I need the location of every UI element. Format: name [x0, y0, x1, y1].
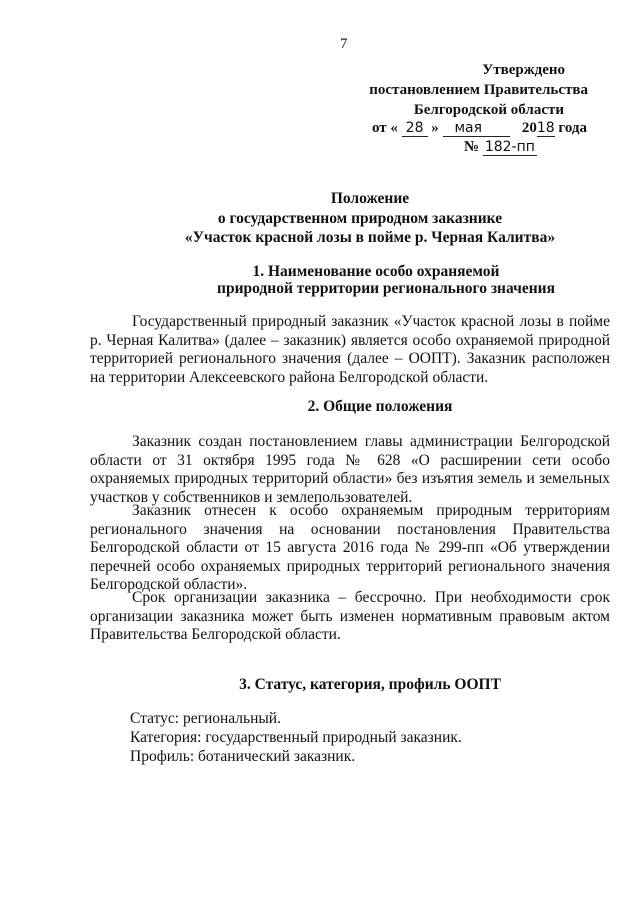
section-2-paragraph-2: Заказник отнесен к особо охраняемым природным территориям регионального значения на основании постановления Правительства Белгородской области от 15 августа 2016 года № 299-пп «Об утверждении перечней особо охраняемых природных территорий регионального значения Белгородской области».	[90, 502, 610, 593]
date-prefix: от «	[372, 120, 398, 136]
date-mid: »	[431, 120, 439, 136]
approval-month: мая	[443, 120, 511, 137]
approval-year-suffix: 18	[536, 120, 555, 136]
approval-number-line	[464, 139, 537, 156]
approval-line-2: постановлением Правительства	[369, 82, 588, 98]
page-number: 7	[340, 36, 348, 52]
document-title-line-2: о государственном природном заказнике	[217, 210, 503, 227]
section-2-paragraph-1: Заказник создан постановлением главы администрации Белгородской области от 31 октября 1995 года № 628 «О расширении сети особо охраняемых природных территорий области» без изъятия земель и земельных участков у собственников и землепользователей.	[90, 433, 610, 506]
document-title-line-3: «Участок красной лозы в пойме р. Черная Калитва»	[184, 229, 556, 246]
approval-day: 28	[402, 120, 428, 137]
section-1-paragraph: Государственный природный заказник «Участок красной лозы в пойме р. Черная Калитва» (далее – заказник) является особо охраняемой природной территорией регионального значения (далее – ООПТ). Заказник расположен на территории Алексеевского района Белгородской области.	[90, 313, 610, 386]
approval-number: 182-пп	[484, 139, 535, 155]
section-3-status: Статус: региональный.	[130, 710, 281, 727]
approval-line-1: Утверждено	[482, 62, 565, 78]
section-2-paragraph-3: Срок организации заказника – бессрочно. При необходимости срок организации заказника может быть изменен нормативным правовым актом Правительства Белгородской области.	[90, 589, 610, 643]
section-3-profile: Профиль: ботанический заказник.	[130, 748, 356, 765]
document-title-line-1: Положение	[330, 190, 410, 207]
number-prefix: №	[464, 139, 480, 155]
section-1-heading-line-2: природной территории регионального значения	[217, 280, 555, 297]
section-3-heading: 3. Статус, категория, профиль ООПТ	[239, 676, 501, 693]
section-2-heading: 2. Общие положения	[307, 398, 453, 415]
year-prefix: 20	[521, 120, 537, 136]
section-1-heading-line-1: 1. Наименование особо охраняемой	[252, 263, 500, 280]
section-3-category: Категория: государственный природный заказник.	[130, 729, 462, 746]
year-word: года	[558, 120, 587, 136]
approval-line-3: Белгородской области	[413, 102, 564, 118]
approval-date-line	[372, 120, 587, 137]
